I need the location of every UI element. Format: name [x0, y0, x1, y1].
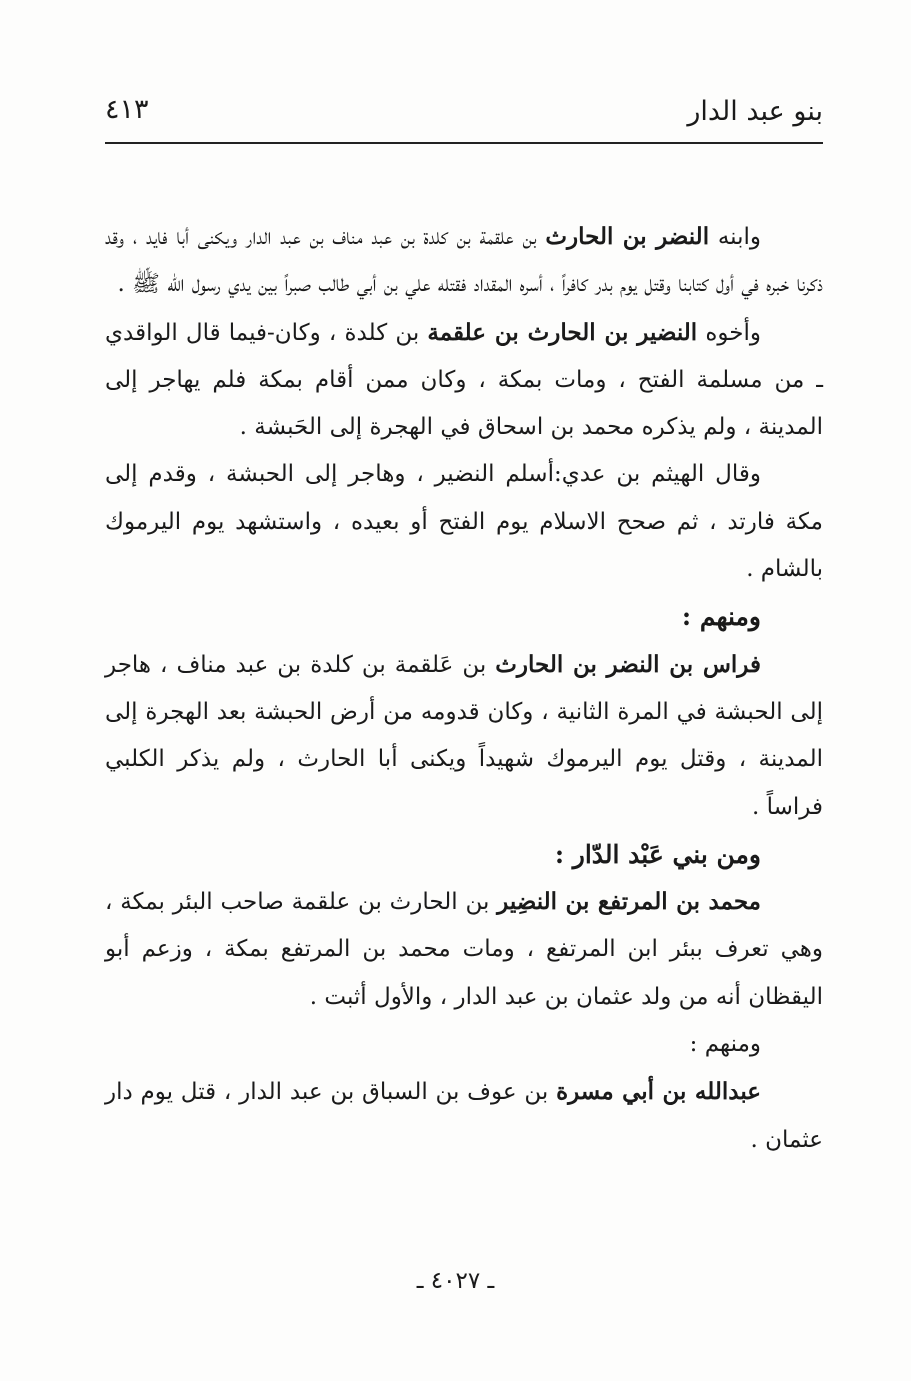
text-run: وأخوه — [697, 319, 761, 346]
person-name: عبدالله بن أبي مسرة — [556, 1078, 761, 1106]
person-name: محمد بن المرتفع بن النضِير — [497, 888, 761, 916]
text-run: بن الحارث بن علقمة صاحب البئر بمكة ، وهي تعرف ببئر ابن المرتفع ، ومات محمد بن المرتفع بمكة ، وزعم أبو اليقظان أنه من ولد عثمان بن عبد الدار ، والأول أثبت . — [105, 889, 823, 1010]
text-run: بن عَلقمة بن كلدة بن عبد مناف ، هاجر إلى الحبشة في المرة الثانية ، وكان قدومه من أرض الحبشة بعد الهجرة إلى المدينة ، وقتل يوم اليرموك شهيداً ويكنى أبا الحارث ، ولم يذكر الكلبي فراساً . — [105, 651, 823, 820]
body-text — [105, 213, 823, 1164]
person-name: النضير بن الحارث بن علقمة — [427, 318, 698, 346]
header-rule — [105, 142, 823, 144]
folio-number: ـ ٤٠٢٧ ـ — [416, 1268, 495, 1294]
running-head: بنو عبد الدار — [687, 96, 823, 127]
person-name: فراس بن النضر بن الحارث — [495, 650, 761, 678]
paragraph-abdullah — [105, 1068, 823, 1164]
text-run: بن عوف بن السباق بن عبد الدار ، قتل يوم دار عثمان . — [105, 1079, 823, 1153]
paragraph-nudayr — [105, 309, 823, 452]
paragraph-muhammad — [105, 878, 823, 1021]
section-label: ومنهم : — [681, 602, 761, 632]
section-label: ومنهم : — [689, 1031, 761, 1058]
section-heading: ومن بني عَبْد الدّار : — [554, 839, 761, 869]
text-run: وابنه — [709, 224, 761, 250]
paragraph-nadr — [105, 213, 823, 309]
person-name: النضر بن الحارث — [545, 223, 710, 250]
page-number: ٤١٣ — [105, 94, 149, 125]
paragraph-firas — [105, 641, 823, 831]
text-run: بن كلدة ، وكان-فيما قال الواقدي ـ من مسلمة الفتح ، ومات بمكة ، وكان ممن أقام بمكة فلم يهاجر إلى المدينة ، ولم يذكره محمد بن اسحاق في الهجرة إلى الحَبشة . — [105, 319, 823, 441]
paragraph-haytham: وقال الهيثم بن عدي:أسلم النضير ، وهاجر إلى الحبشة ، وقدم إلى مكة فارتد ، ثم صحح الاسلام يوم الفتح أو بعيده ، واستشهد يوم اليرموك بالشام . — [105, 461, 823, 583]
page-header — [105, 88, 823, 140]
text-run: بن علقمة بن كلدة بن عبد مناف بن عبد الدار ويكنى أبا فايد ، وقد ذكرنا خبره في أول كتابنا وقتل يوم بدر كافراً ، أسره المقداد فقتله علي بن أبي طالب صبراً بين يدي رسول الله ﷺ . — [105, 224, 823, 298]
